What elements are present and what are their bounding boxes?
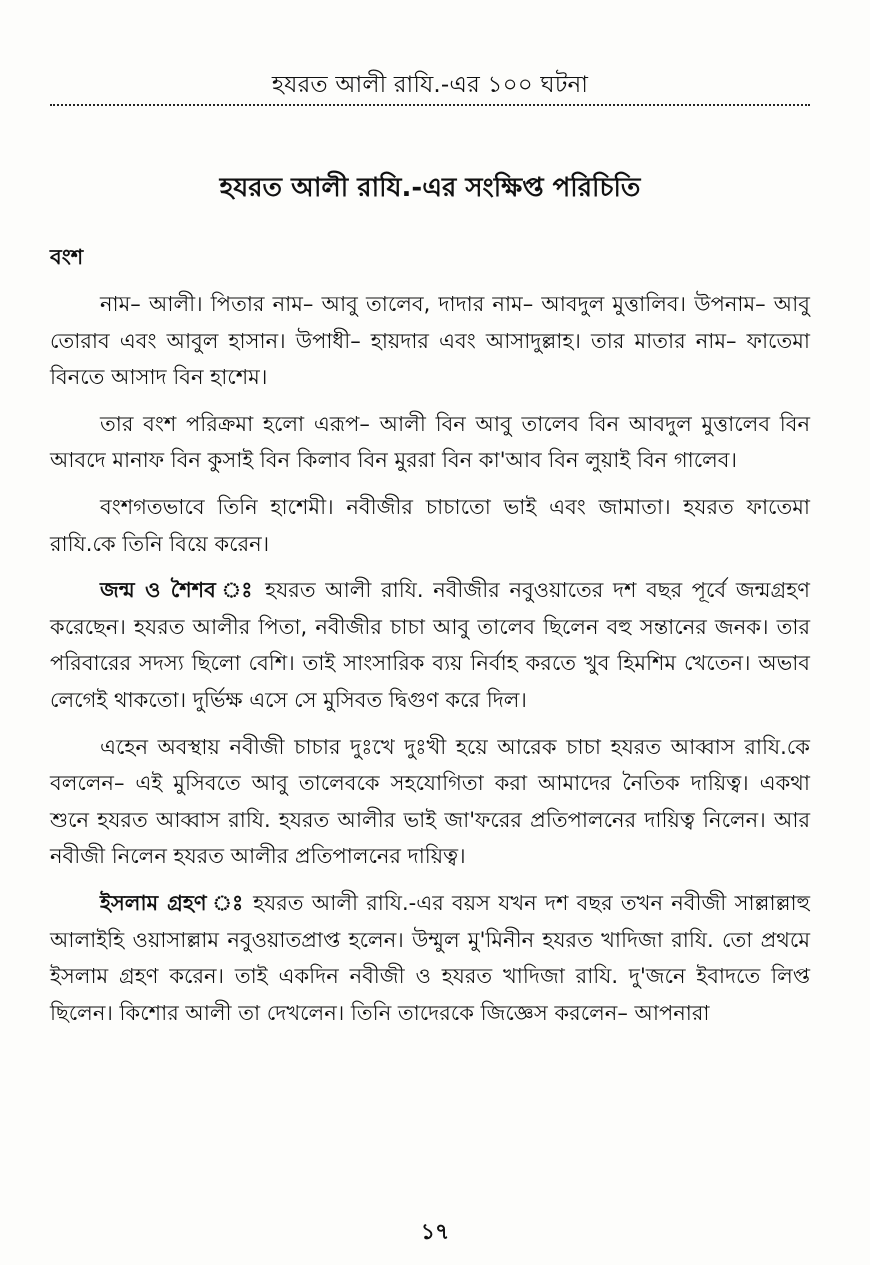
chapter-title: হযরত আলী রাযি.-এর সংক্ষিপ্ত পরিচিতি	[219, 173, 641, 203]
paragraph-text: এহেন অবস্থায় নবীজী চাচার দুঃখে দুঃখী হয়ে আরেক চাচা হযরত আব্বাস রাযি.কে বললেন– এই মুসিবতে আবু তালেবকে সহযোগিতা করা আমাদের নৈতিক দায়িত্ব। একথা শুনে হযরত আব্বাস রাযি. হযরত আলীর ভাই জা'ফরের প্রতিপালনের দায়িত্ব নিলেন। আর নবীজী নিলেন হযরত আলীর প্রতিপালনের দায়িত্ব।	[50, 734, 810, 869]
paragraph-text: হযরত আলী রাযি.-এর বয়স যখন দশ বছর তখন নবীজী সাল্লাল্লাহু আলাইহি ওয়াসাল্লাম নবুওয়াতপ্রাপ্ত হলেন। উম্মুল মু'মিনীন হযরত খাদিজা রাযি. তো প্রথমে ইসলাম গ্রহণ করেন। তাই একদিন নবীজী ও হযরত খাদিজা রাযি. দু'জনে ইবাদতে লিপ্ত ছিলেন। কিশোর আলী তা দেখলেন। তিনি তাদেরকে জিজ্ঞেস করলেন– আপনারা	[50, 890, 810, 1025]
paragraph	[50, 406, 810, 479]
paragraph	[50, 572, 810, 718]
paragraph	[50, 489, 810, 562]
paragraph-lead: ইসলাম গ্রহণ ঃ	[100, 890, 245, 915]
paragraph-text: তার বংশ পরিক্রমা হলো এরূপ– আলী বিন আবু তালেব বিন আবদুল মুত্তালেব বিন আবদে মানাফ বিন কুসাই বিন কিলাব বিন মুররা বিন কা'আব বিন লুয়াই বিন গালেব।	[50, 411, 810, 473]
paragraph	[50, 729, 810, 875]
paragraph-lead: জন্ম ও শৈশব ঃ	[100, 578, 256, 603]
body-text	[50, 240, 810, 1041]
section-heading: বংশ	[50, 245, 84, 269]
page-number: ১৭	[420, 1220, 450, 1245]
paragraph	[50, 885, 810, 1031]
paragraph	[50, 286, 810, 396]
paragraph-text: হযরত আলী রাযি. নবীজীর নবুওয়াতের দশ বছর পূর্বে জন্মগ্রহণ করেছেন। হযরত আলীর পিতা, নবীজীর চাচা আবু তালেব ছিলেন বহু সন্তানের জনক। তার পরিবারের সদস্য ছিলো বেশি। তাই সাংসারিক ব্যয় নির্বাহ করতে খুব হিমশিম খেতেন। অভাব লেগেই থাকতো। দুর্ভিক্ষ এসে সে মুসিবত দ্বিগুণ করে দিল।	[50, 578, 811, 712]
paragraph-text: নাম– আলী। পিতার নাম– আবু তালেব, দাদার নাম– আবদুল মুত্তালিব। উপনাম– আবু তোরাব এবং আবুল হাসান। উপাধী– হায়দার এবং আসাদুল্লাহ। তার মাতার নাম– ফাতেমা বিনতে আসাদ বিন হাশেম।	[50, 292, 810, 390]
running-header: হযরত আলী রাযি.-এর ১০০ ঘটনা	[271, 72, 589, 98]
paragraph-text: বংশগতভাবে তিনি হাশেমী। নবীজীর চাচাতো ভাই এবং জামাতা। হযরত ফাতেমা রাযি.কে তিনি বিয়ে করেন।	[50, 494, 810, 556]
header-dotted-rule	[50, 104, 810, 106]
